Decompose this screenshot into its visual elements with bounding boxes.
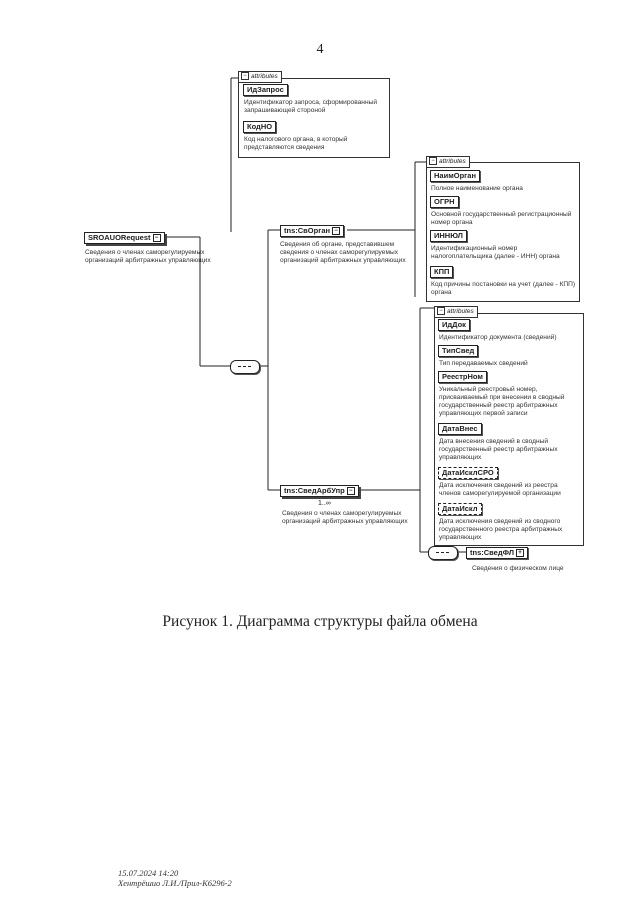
attr-idzapros-desc: Идентификатор запроса, сформированный запрашивающей стороной bbox=[244, 99, 378, 114]
element-name: tns:СведФЛ bbox=[470, 548, 514, 557]
stamp-datetime: 15.07.2024 14:20 bbox=[118, 868, 179, 878]
svedarbupr-desc: Сведения о членах саморегулируемых организаций арбитражных управляющих bbox=[282, 510, 408, 525]
attr-name: КодНО bbox=[247, 122, 273, 131]
attr-dataisklsro[interactable] bbox=[438, 467, 498, 479]
attr-dataisklsro-desc: Дата исключения сведений из реестра членов саморегулируемой организации bbox=[439, 482, 561, 497]
svedfl-desc: Сведения о физическом лице bbox=[472, 565, 564, 572]
root-element[interactable] bbox=[84, 232, 165, 244]
attr-dataiskl[interactable] bbox=[438, 503, 482, 515]
attr-innul[interactable] bbox=[430, 230, 467, 242]
attr-kpp-desc: Код причины постановки на учет (далее - КПП) органа bbox=[431, 281, 576, 296]
attr-name: НаимОрган bbox=[434, 171, 476, 180]
collapse-icon: − bbox=[153, 234, 161, 242]
attr-kodno[interactable] bbox=[243, 121, 276, 133]
attr-datavnes[interactable] bbox=[438, 423, 482, 435]
attr-datavnes-desc: Дата внесения сведений в сводный государственный реестр арбитражных управляющих bbox=[439, 438, 558, 461]
attr-name: ИдДок bbox=[442, 320, 466, 329]
stamp-reference: Хентрёшио Л.И./Прил-К6296-2 bbox=[118, 878, 232, 888]
attr-iddok-desc: Идентификатор документа (сведений) bbox=[439, 334, 557, 341]
sequence-compositor-icon[interactable] bbox=[230, 360, 260, 374]
expand-icon: + bbox=[516, 549, 524, 557]
svorgan-desc: Сведения об органе, представившем сведения о членах саморегулируемых организаций арбитражных управляющих bbox=[280, 241, 406, 264]
figure-caption: Рисунок 1. Диаграмма структуры файла обмена bbox=[162, 613, 478, 630]
svedarbupr-attributes-tab[interactable] bbox=[434, 306, 478, 318]
cardinality-label: 1..∞ bbox=[318, 500, 331, 507]
element-svorgan[interactable] bbox=[280, 225, 344, 237]
attr-reestrnom-desc: Уникальный реестровый номер, присваиваемый при внесении в сводный государственный реестр арбитражных управляющих первой записи bbox=[439, 386, 565, 417]
attr-iddok[interactable] bbox=[438, 319, 470, 331]
sequence-compositor-icon[interactable] bbox=[428, 546, 458, 560]
attr-ogrn[interactable] bbox=[430, 196, 459, 208]
page-number: 4 bbox=[316, 42, 324, 57]
attr-name: ИННЮЛ bbox=[434, 231, 463, 240]
attr-name: РеестрНом bbox=[442, 372, 483, 381]
collapse-icon: − bbox=[437, 307, 445, 315]
root-attributes-tab[interactable] bbox=[238, 71, 282, 83]
collapse-icon: − bbox=[347, 487, 355, 495]
attributes-label: attributes bbox=[447, 308, 474, 315]
attr-reestrnom[interactable] bbox=[438, 371, 487, 383]
attr-ogrn-desc: Основной государственный регистрационный номер органа bbox=[431, 211, 572, 226]
attr-naimorgan[interactable] bbox=[430, 170, 480, 182]
attr-name: ТипСвед bbox=[442, 346, 475, 355]
element-name: tns:СведАрбУпр bbox=[284, 486, 345, 495]
attr-idzapros[interactable] bbox=[243, 84, 288, 96]
attr-naimorgan-desc: Полное наименование органа bbox=[431, 185, 523, 192]
attr-innul-desc: Идентификационный номер налогоплательщика (далее - ИНН) органа bbox=[431, 245, 560, 260]
attributes-label: attributes bbox=[439, 158, 466, 165]
collapse-icon: − bbox=[429, 157, 437, 165]
attr-kpp[interactable] bbox=[430, 266, 453, 278]
attr-tipsved[interactable] bbox=[438, 345, 478, 357]
attr-tipsved-desc: Тип передаваемых сведений bbox=[439, 360, 528, 367]
collapse-icon: − bbox=[332, 227, 340, 235]
attr-name: ДатаВнес bbox=[442, 424, 478, 433]
collapse-icon: − bbox=[241, 72, 249, 80]
attr-name: ДатаИсклСРО bbox=[442, 468, 494, 477]
attr-name: ДатаИскл bbox=[442, 504, 478, 513]
attr-name: КПП bbox=[434, 267, 450, 276]
attr-name: ИдЗапрос bbox=[247, 85, 284, 94]
attr-dataiskl-desc: Дата исключения сведений из сводного государственного реестра арбитражных управляющих bbox=[439, 518, 563, 541]
root-desc: Сведения о членах саморегулируемых организаций арбитражных управляющих bbox=[85, 249, 211, 264]
root-name: SROAUORequest bbox=[88, 233, 151, 242]
element-svedfl[interactable] bbox=[466, 547, 528, 559]
attr-kodno-desc: Код налогового органа, в который представляются сведения bbox=[244, 136, 348, 151]
element-svedarbupr[interactable] bbox=[280, 485, 359, 497]
attributes-label: attributes bbox=[251, 73, 278, 80]
svorgan-attributes-tab[interactable] bbox=[426, 156, 470, 168]
attr-name: ОГРН bbox=[434, 197, 455, 206]
element-name: tns:СвОрган bbox=[284, 226, 331, 235]
